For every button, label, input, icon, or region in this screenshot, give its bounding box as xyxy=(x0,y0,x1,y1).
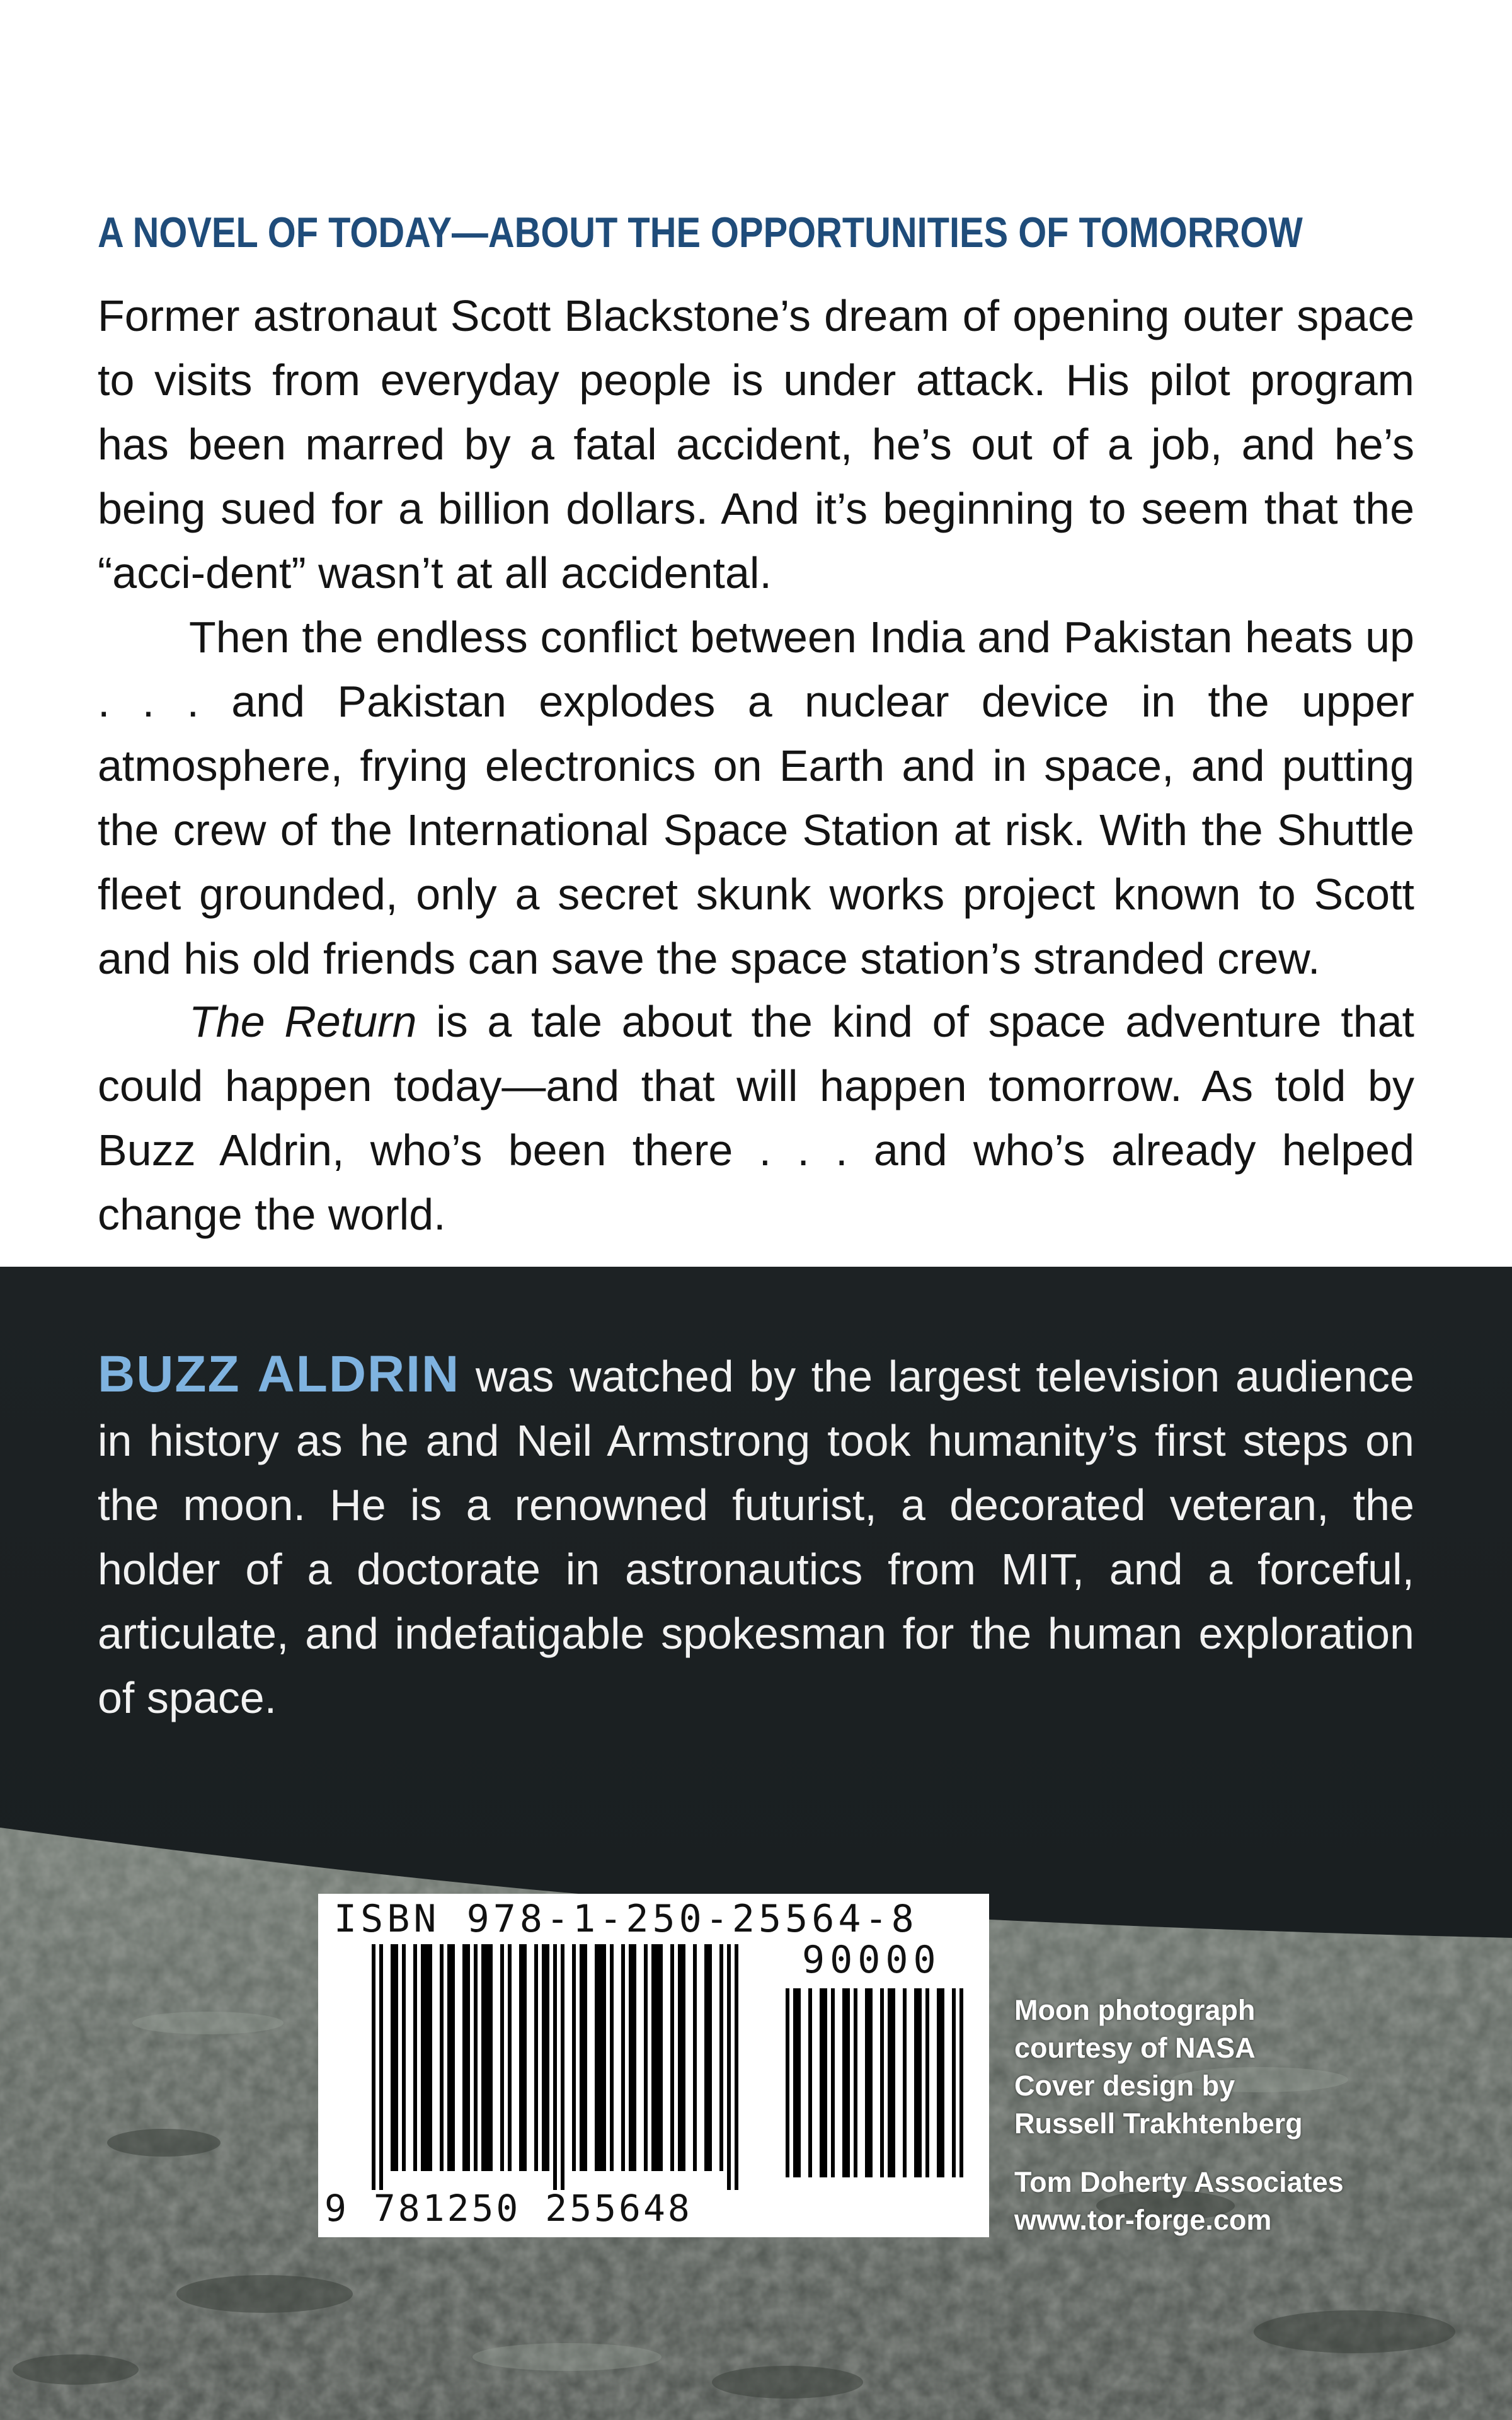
credit-line: Moon photograph xyxy=(1014,1994,1256,2026)
credit-line: Russell Trakhtenberg xyxy=(1014,2107,1303,2140)
photo-credits xyxy=(1014,1991,1367,2143)
synopsis-paragraph-3 xyxy=(98,989,1414,1247)
barcode-panel xyxy=(318,1894,989,2237)
tagline-heading: A NOVEL OF TODAY—ABOUT THE OPPORTUNITIES OF TOMORROW xyxy=(98,209,1303,256)
ean-barcode xyxy=(372,1944,750,2190)
ean-digits: 9 781250 255648 xyxy=(324,2187,692,2230)
credit-line: courtesy of NASA xyxy=(1014,2032,1256,2064)
publisher-credits xyxy=(1014,2164,1367,2239)
synopsis-paragraph-2: Then the endless conflict between India and Pakistan heats up . . . and Pakistan explodes a nuclear device in the upper atmosphere, frying electronics on Earth and in space, and putting the crew of the International Space Station at risk. With the Shuttle fleet grounded, only a secret skunk works project known to Scott and his old friends can save the space station’s stranded crew. xyxy=(98,613,1414,983)
price-addon-barcode xyxy=(786,1988,968,2177)
book-title: The Return xyxy=(189,997,417,1046)
author-name: BUZZ ALDRIN xyxy=(98,1345,461,1403)
isbn-label: ISBN 978-1-250-25564-8 xyxy=(334,1897,918,1941)
author-bio-text: was watched by the largest television audience in history as he and Neil Armstrong took humanity’s first steps on the moon. He is a renowned futurist, a decorated veteran, the holder of a doctorate in astronautics from MIT, and a forceful, articulate, and indefatigable spokesman for the human exploration of space. xyxy=(98,1352,1414,1722)
publisher-website: www.tor-forge.com xyxy=(1014,2204,1272,2236)
price-code: 90000 xyxy=(802,1938,941,1982)
author-bio xyxy=(98,1342,1414,1730)
publisher-name: Tom Doherty Associates xyxy=(1014,2166,1344,2198)
synopsis-paragraph-1: Former astronaut Scott Blackstone’s dream of opening outer space to visits from everyday people is under attack. His pilot program has been marred by a fatal accident, he’s out of a job, and he’s being sued for a billion dollars. And it’s beginning to seem that the “acci-dent” wasn’t at all accidental. xyxy=(98,291,1414,597)
credit-line: Cover design by xyxy=(1014,2070,1235,2102)
synopsis-paragraph-3-text: is a tale about the kind of space adventure that could happen today—and that will happen tomorrow. As told by Buzz Aldrin, who’s been there . . . and who’s already helped change the world. xyxy=(98,997,1414,1239)
